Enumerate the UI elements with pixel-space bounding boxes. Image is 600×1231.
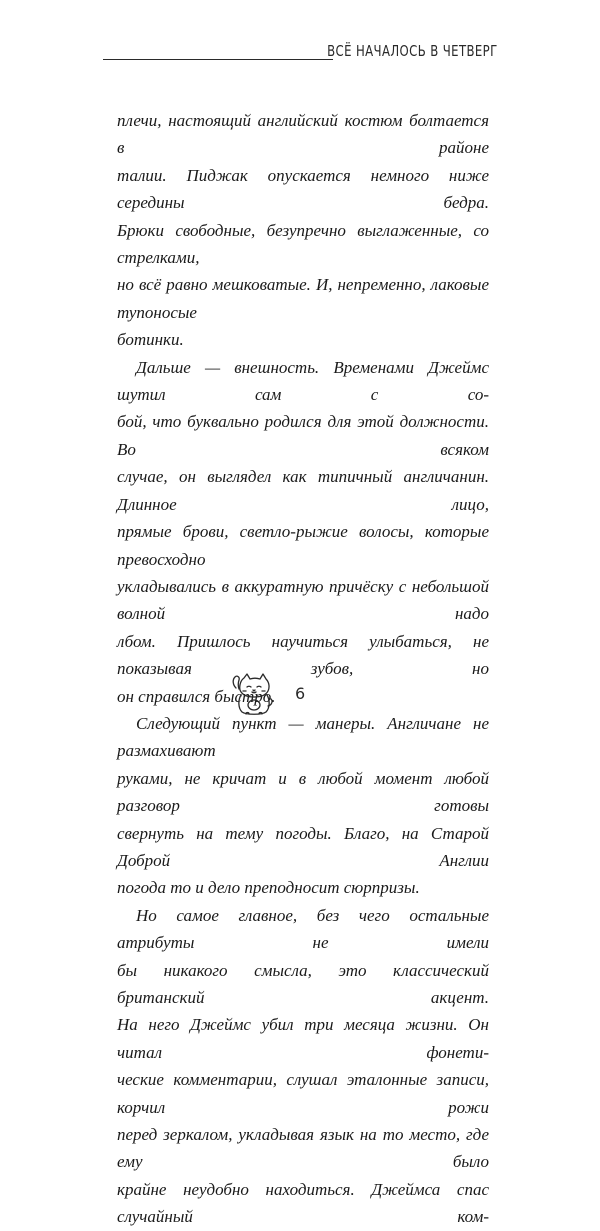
text-line: крайне неудобно находиться. Джеймса спас случайный ком- — [117, 1179, 489, 1227]
text-line: ческие комментарии, слушал эталонные записи, корчил рожи — [117, 1070, 489, 1117]
paragraph — [117, 107, 489, 354]
paragraph — [117, 710, 489, 902]
text-line: ботинки. — [117, 330, 184, 350]
text-line: он справился быстро. — [117, 686, 276, 706]
text-line: свернуть на тему погоды. Благо, на Старой Доброй Англии — [117, 823, 489, 870]
page-number: 6 — [295, 684, 306, 703]
text-line: Дальше — внешность. Временами Джеймс шутил сам с со- — [117, 357, 489, 405]
header-rule — [103, 59, 333, 60]
text-line: бы никакого смысла, это классический британский акцент. — [117, 960, 489, 1007]
text-line: На него Джеймс убил три месяца жизни. Он читал фонети- — [117, 1015, 489, 1062]
paragraph — [117, 354, 489, 710]
text-line: прямые брови, светло-рыжие волосы, которые превосходно — [117, 522, 489, 569]
text-line: Но самое главное, без чего остальные атрибуты не имели — [117, 905, 489, 953]
text-line: укладывались в аккуратную причёску с небольшой волной надо — [117, 576, 489, 624]
text-line: погода то и дело преподносит сюрпризы. — [117, 878, 420, 898]
page-footer — [226, 668, 326, 718]
text-line: руками, не кричат и в любой момент любой разговор готовы — [117, 768, 489, 816]
text-line: но всё равно мешковатые. И, непременно, лаковые тупоносые — [117, 275, 489, 322]
text-line: лбом. Пришлось научиться улыбаться, не показывая зубов, но — [117, 631, 489, 679]
chapter-title: ВСЁ НАЧАЛОСЬ В ЧЕТВЕРГ — [327, 42, 498, 60]
text-line: талии. Пиджак опускается немного ниже середины бедра. — [117, 165, 489, 213]
text-line: Брюки свободные, безупречно выглаженные, со стрелками, — [117, 220, 489, 268]
paragraph — [117, 902, 489, 1231]
running-head — [103, 42, 498, 66]
text-line: Следующий пункт — манеры. Англичане не размахивают — [117, 713, 489, 761]
text-line: перед зеркалом, укладывая язык на то место, где ему было — [117, 1125, 489, 1172]
text-line: случае, он выглядел как типичный англичанин. Длинное лицо, — [117, 467, 489, 514]
text-line: бой, что буквально родился для этой должности. Во всяком — [117, 412, 489, 459]
text-line: плечи, настоящий английский костюм болтается в районе — [117, 111, 489, 158]
lucky-cat-icon — [226, 668, 276, 718]
